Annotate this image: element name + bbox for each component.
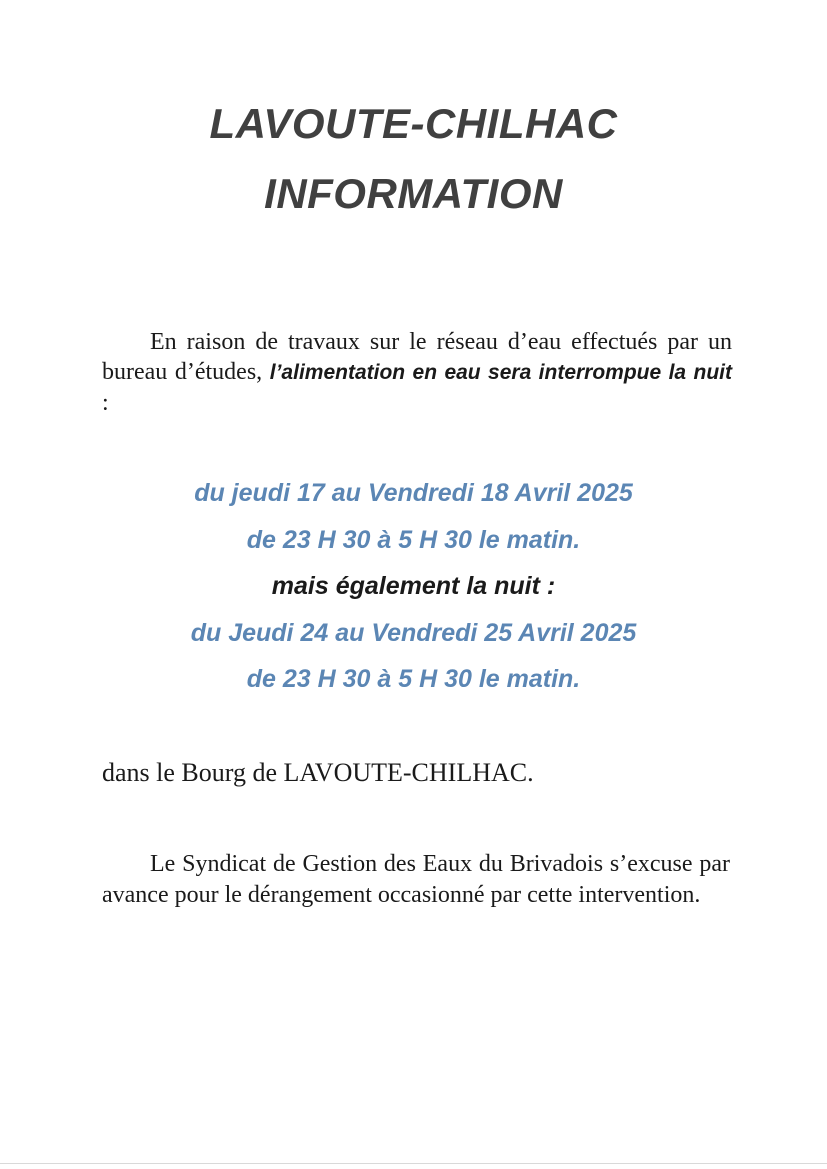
title-information: INFORMATION [264, 170, 563, 217]
period1-hours: de 23 H 30 à 5 H 30 le matin. [246, 526, 581, 554]
schedule-separator: mais également la nuit : [271, 572, 556, 600]
period2-hours: de 23 H 30 à 5 H 30 le matin. [246, 665, 581, 693]
period2-dates: du Jeudi 24 au Vendredi 25 Avril 2025 [190, 619, 637, 647]
title-town: LAVOUTE-CHILHAC [209, 100, 618, 147]
intro-text: En raison de travaux sur le réseau d’eau effectués par un bureau d’études, [102, 329, 732, 385]
intro-paragraph [102, 327, 732, 418]
period1-dates: du jeudi 17 au Vendredi 18 Avril 2025 [194, 479, 633, 507]
closing-text: Le Syndicat de Gestion des Eaux du Brivadois s’excuse par avance pour le dérangement occasionné par cette intervention. [102, 851, 730, 908]
scan-edge-divider [0, 1163, 827, 1164]
location-text: dans le Bourg de LAVOUTE-CHILHAC. [102, 758, 534, 787]
intro-end: : [102, 390, 109, 416]
intro-emphasis: l’alimentation en eau sera interrompue la nuit [269, 361, 732, 384]
closing-paragraph [102, 849, 730, 911]
